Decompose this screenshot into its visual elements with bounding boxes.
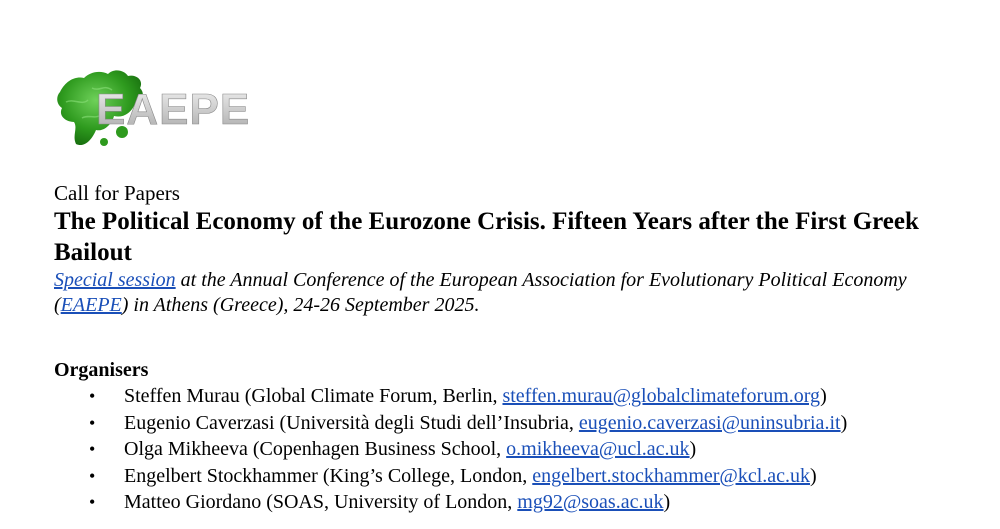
special-session-link[interactable]: Special session	[54, 269, 176, 291]
organiser-text: Steffen Murau (Global Climate Forum, Berlin,	[124, 385, 503, 407]
organisers-list	[54, 383, 984, 516]
organiser-email-link[interactable]: steffen.murau@globalclimateforum.org	[502, 385, 821, 407]
organiser-item	[54, 410, 984, 437]
organiser-item	[54, 463, 984, 490]
eaepe-logo	[52, 62, 272, 162]
organiser-text: Olga Mikheeva (Copenhagen Business School,	[124, 438, 507, 460]
organiser-item	[54, 489, 984, 516]
organiser-item	[54, 436, 984, 463]
document-body	[54, 180, 984, 516]
bullet-icon: •	[89, 465, 96, 486]
organiser-text: Matteo Giordano (SOAS, University of London,	[124, 491, 518, 513]
organiser-close: )	[840, 411, 848, 434]
organiser-close: )	[663, 491, 671, 513]
page-title: The Political Economy of the Eurozone Crisis. Fifteen Years after the First Greek Bailout	[54, 208, 919, 266]
logo-text: EAEPE	[96, 85, 251, 134]
organiser-item	[54, 383, 984, 410]
bullet-icon: •	[89, 412, 96, 433]
organiser-close: )	[820, 385, 827, 407]
organiser-text: Engelbert Stockhammer (King’s College, London,	[124, 464, 533, 487]
organiser-close: )	[689, 438, 697, 460]
organisers-heading: Organisers	[54, 359, 149, 381]
eaepe-link[interactable]: EAEPE	[60, 294, 122, 316]
call-for-papers-label: Call for Papers	[54, 181, 180, 205]
organiser-email-link[interactable]: mg92@soas.ac.uk	[517, 491, 664, 513]
bullet-icon: •	[89, 492, 96, 512]
subtitle-text-1: at the Annual Conference of the European Association for Evolutionary Political Economy (	[54, 269, 907, 316]
organiser-close: )	[810, 464, 817, 487]
bullet-icon: •	[89, 386, 96, 406]
organiser-email-link[interactable]: engelbert.stockhammer@kcl.ac.uk	[532, 464, 811, 487]
subtitle-text-2: ) in Athens (Greece), 24-26 September 2025.	[121, 294, 480, 316]
organiser-email-link[interactable]: o.mikheeva@ucl.ac.uk	[506, 438, 690, 460]
bullet-icon: •	[89, 439, 96, 459]
organiser-text: Eugenio Caverzasi (Università degli Studi dell’Insubria,	[124, 411, 579, 434]
session-subtitle	[54, 268, 984, 318]
organiser-email-link[interactable]: eugenio.caverzasi@uninsubria.it	[578, 411, 841, 434]
